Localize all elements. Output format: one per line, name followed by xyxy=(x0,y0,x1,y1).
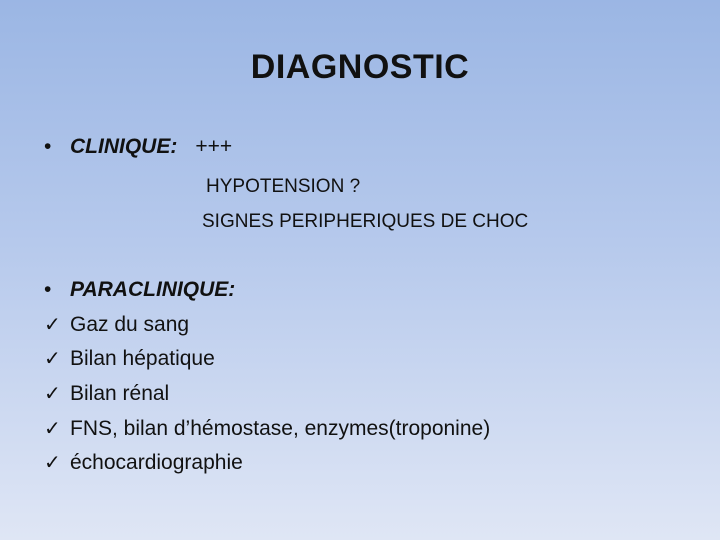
list-item xyxy=(44,346,215,371)
bullet-icon: • xyxy=(44,135,52,158)
check-icon: ✓ xyxy=(44,314,61,336)
list-item-label: Bilan hépatique xyxy=(70,346,215,370)
clinique-heading: CLINIQUE: xyxy=(70,135,178,158)
check-icon: ✓ xyxy=(44,383,61,405)
check-icon: ✓ xyxy=(44,452,61,474)
list-item-label: échocardiographie xyxy=(70,450,243,474)
list-item xyxy=(44,416,490,441)
paraclinique-heading-row xyxy=(44,278,235,302)
paraclinique-heading: PARACLINIQUE: xyxy=(70,278,236,301)
check-icon: ✓ xyxy=(44,418,61,440)
list-item xyxy=(44,312,189,337)
slide-title: DIAGNOSTIC xyxy=(250,48,470,86)
check-icon: ✓ xyxy=(44,348,61,370)
list-item-label: Bilan rénal xyxy=(70,381,170,405)
list-item xyxy=(44,381,169,406)
clinique-heading-row xyxy=(44,135,232,159)
list-item-label: FNS, bilan d’hémostase, enzymes(troponine) xyxy=(70,416,491,440)
clinique-suffix: +++ xyxy=(195,135,233,158)
list-item-label: Gaz du sang xyxy=(70,312,190,336)
clinique-line-signes: SIGNES PERIPHERIQUES DE CHOC xyxy=(202,211,529,232)
list-item xyxy=(44,450,243,475)
bullet-icon: • xyxy=(44,278,52,301)
clinique-line-hypotension: HYPOTENSION ? xyxy=(206,176,361,197)
